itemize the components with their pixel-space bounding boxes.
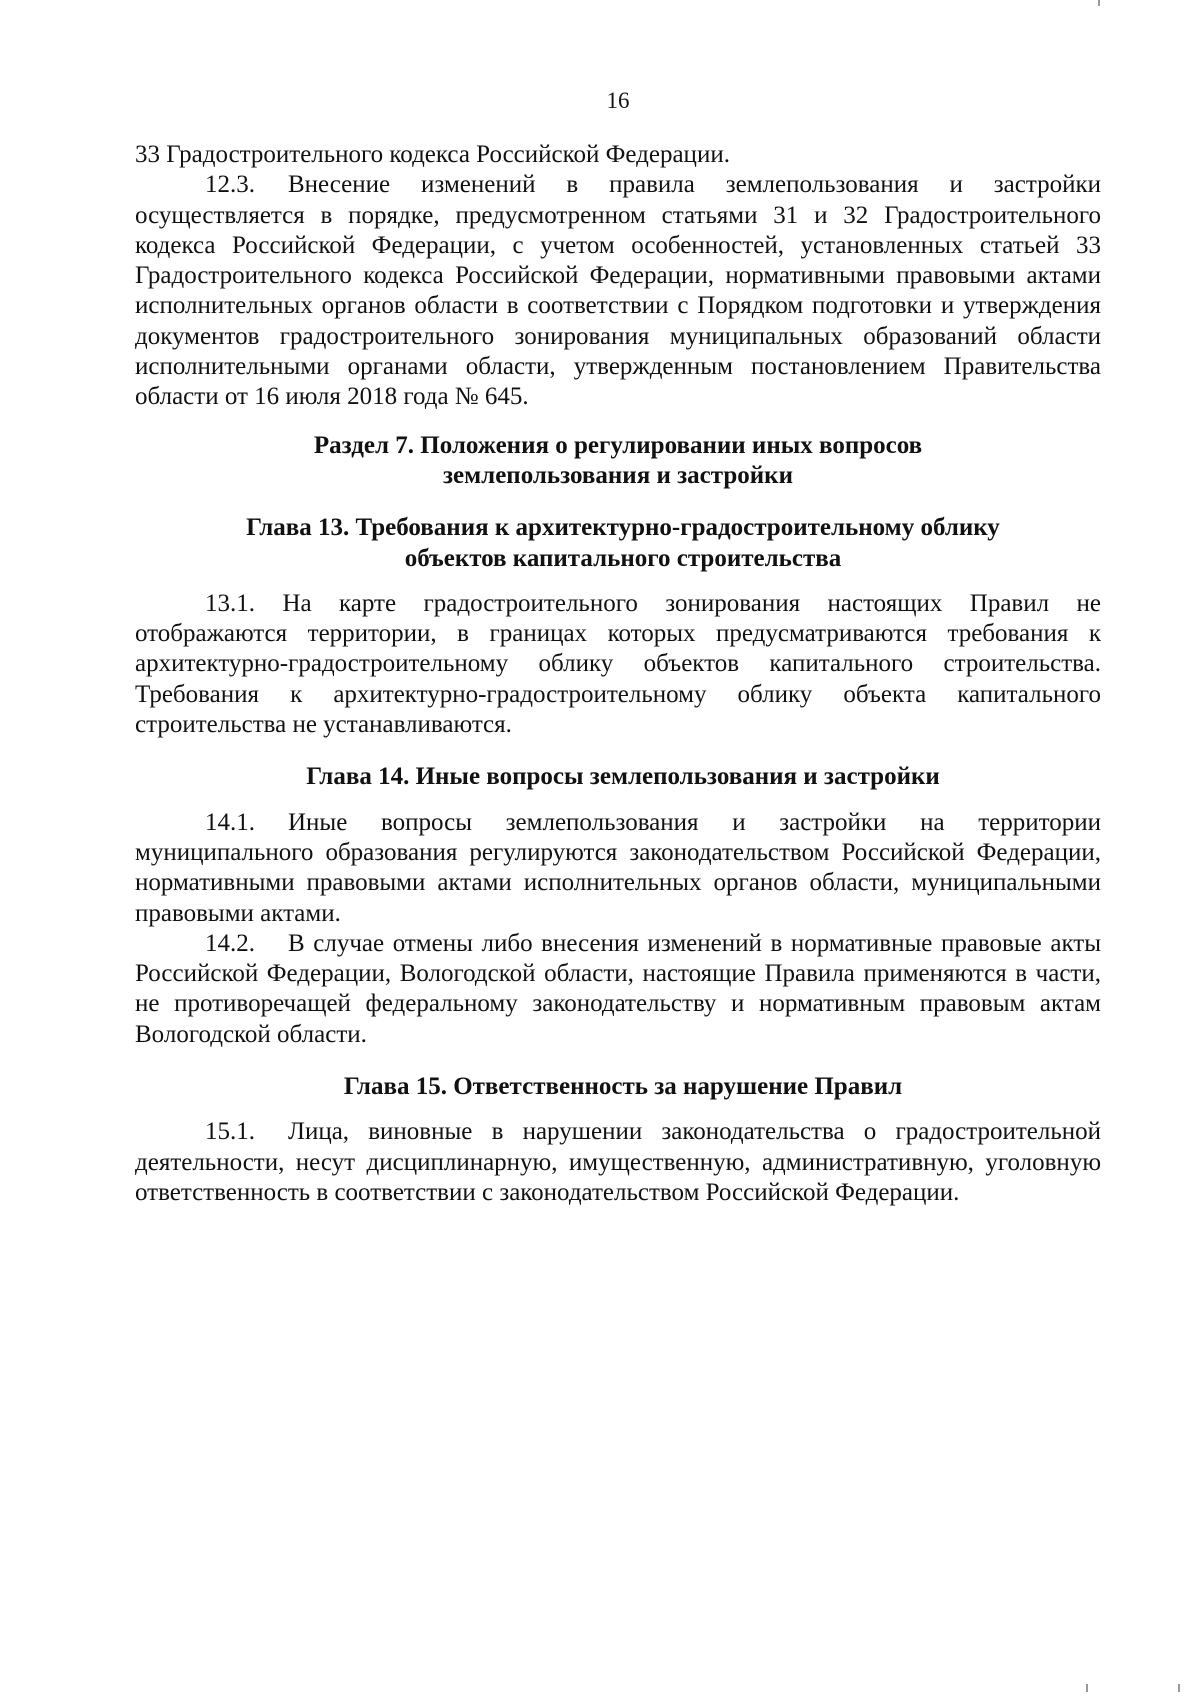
paragraph-13-1: 13.1. На карте градостроительного зонирования настоящих Правил не отображаются территории, в границах которых предусматриваются требования к архитектурно-градостроительному облику объектов капитального строительства. Требования к архитектурно-градостроительному облику объекта капитального строительства не устанавливаются. xyxy=(135,589,1101,739)
section-7-heading-line-1: Раздел 7. Положения о регулировании иных вопросов xyxy=(313,431,923,459)
clause-text: Лица, виновные в нарушении законодательства о градостроительной деятельности, несут дисциплинарную, имущественную, административную, уголовную ответственность в соответствии с законодательством Российской Федерации. xyxy=(135,1118,1101,1206)
clause-text: Иные вопросы землепользования и застройки на территории муниципального образования регулируются законодательством Российской Федерации, нормативными правовыми актами исполнительных органов области, муниципальными правовыми актами. xyxy=(135,808,1101,927)
document-body xyxy=(135,140,1101,1208)
section-7-heading xyxy=(135,431,1101,492)
clause-text: Внесение изменений в правила землепользования и застройки осуществляется в порядке, предусмотренном статьями 31 и 32 Градостроительного кодекса Российской Федерации, с учетом особенностей, установленных статьей 33 Градостроительного кодекса Российской Федерации, нормативными правовыми актами исполнительных органов области в соответствии с Порядком подготовки и утверждения документов градостроительного зонирования муниципальных образований области исполнительными органами области, утвержденным постановлением Правительства области от 16 июля 2018 года № 645. xyxy=(135,171,1101,411)
paragraph-15-1 xyxy=(135,1117,1101,1208)
chapter-14-heading: Глава 14. Иные вопросы землепользования и застройки xyxy=(306,763,940,791)
paragraph-14-1 xyxy=(135,808,1101,929)
chapter-13-heading xyxy=(135,513,1101,574)
clause-number: 14.1. xyxy=(205,808,255,836)
clause-text: В случае отмены либо внесения изменений в нормативные правовые акты Российской Федерации, Вологодской области, настоящие Правила применяются в части, не противоречащей федеральному законодательству и нормативным правовым актам Вологодской области. xyxy=(135,929,1101,1048)
scan-artifact-mark xyxy=(1098,0,1100,6)
scan-artifact-mark xyxy=(1178,1684,1180,1692)
clause-number: 15.1. xyxy=(205,1118,255,1146)
paragraph-continuation: 33 Градостроительного кодекса Российской Федерации. xyxy=(135,141,730,168)
clause-number: 12.3. xyxy=(205,171,255,199)
paragraph-12-3 xyxy=(135,170,1101,412)
chapter-13-heading-line-1: Глава 13. Требования к архитектурно-градостроительному облику xyxy=(246,514,1000,542)
clause-number: 14.2. xyxy=(205,929,255,957)
scan-artifact-mark xyxy=(1086,1684,1088,1692)
paragraph-14-2 xyxy=(135,929,1101,1050)
chapter-13-heading-line-2: объектов капитального строительства xyxy=(404,544,842,572)
page-number: 16 xyxy=(606,88,630,113)
section-7-heading-line-2: землепользования и застройки xyxy=(443,461,793,489)
chapter-15-heading: Глава 15. Ответственность за нарушение Правил xyxy=(343,1073,903,1101)
